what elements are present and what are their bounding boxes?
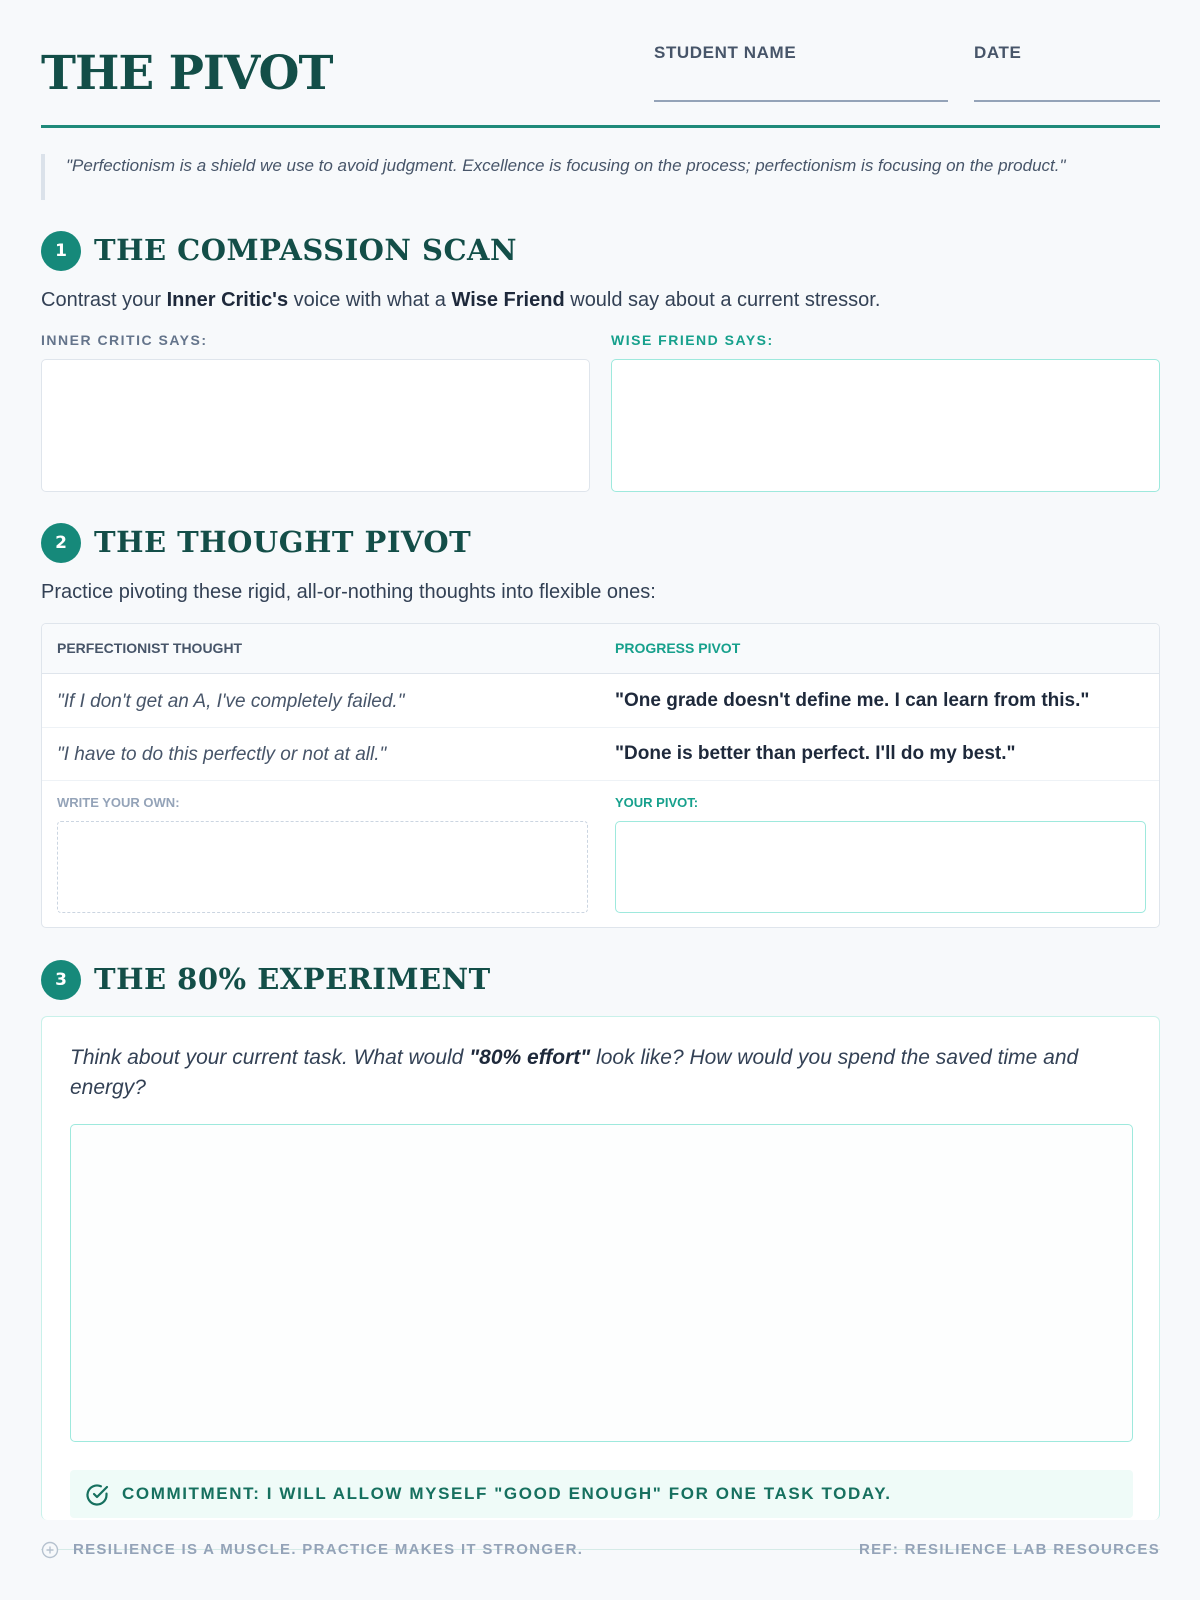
experiment-prompt: Think about your current task. What would "80% effort" look like? How would you spend the saved time and energy? xyxy=(70,1046,1079,1099)
inner-critic-label: INNER CRITIC SAYS: xyxy=(41,332,208,348)
table-row xyxy=(42,675,1159,728)
check-circle-icon xyxy=(84,1482,110,1508)
footer-reference: REF: RESILIENCE LAB RESOURCES xyxy=(858,1541,1160,1558)
worksheet-page xyxy=(41,0,1160,1600)
commitment-banner xyxy=(70,1470,1133,1518)
your-pivot-label: YOUR PIVOT: xyxy=(615,795,699,810)
table-row xyxy=(42,728,1159,781)
plus-circle-icon xyxy=(41,1541,59,1559)
thought-pivot-table xyxy=(41,623,1160,928)
student-name-field[interactable] xyxy=(654,100,948,102)
your-pivot-input[interactable] xyxy=(615,821,1146,913)
section-2-description: Practice pivoting these rigid, all-or-nothing thoughts into flexible ones: xyxy=(41,581,656,603)
date-label: DATE xyxy=(974,43,1022,62)
section-2-number: 2 xyxy=(41,523,81,563)
column-header-perfectionist: PERFECTIONIST THOUGHT xyxy=(57,640,243,656)
section-1-number: 1 xyxy=(41,231,81,271)
wise-friend-input[interactable] xyxy=(611,359,1160,492)
perfectionist-thought: "I have to do this perfectly or not at all." xyxy=(57,744,387,765)
page-title: THE PIVOT xyxy=(41,46,333,101)
commitment-text: COMMITMENT: I WILL ALLOW MYSELF "GOOD ENOUGH" FOR ONE TASK TODAY. xyxy=(122,1484,892,1503)
section-1-description: Contrast your Inner Critic's voice with what a Wise Friend would say about a current stressor. xyxy=(41,289,881,311)
wise-friend-label: WISE FRIEND SAYS: xyxy=(611,332,774,348)
section-3-number: 3 xyxy=(41,960,81,1000)
section-1-title: THE COMPASSION SCAN xyxy=(94,233,518,267)
intro-quote: "Perfectionism is a shield we use to avoid judgment. Excellence is focusing on the process; perfectionism is focusing on the product." xyxy=(41,154,1160,200)
write-your-own-label: WRITE YOUR OWN: xyxy=(57,795,180,810)
student-name-label: STUDENT NAME xyxy=(654,43,797,62)
footer-motto: RESILIENCE IS A MUSCLE. PRACTICE MAKES IT STRONGER. xyxy=(73,1541,584,1558)
date-field[interactable] xyxy=(974,100,1160,102)
progress-pivot: "One grade doesn't define me. I can learn from this." xyxy=(615,690,1090,711)
inner-critic-input[interactable] xyxy=(41,359,590,492)
table-header xyxy=(42,624,1159,674)
progress-pivot: "Done is better than perfect. I'll do my best." xyxy=(615,743,1016,764)
section-3-title: THE 80% EXPERIMENT xyxy=(94,962,491,996)
perfectionist-thought: "If I don't get an A, I've completely failed." xyxy=(57,691,405,712)
experiment-card xyxy=(41,1016,1160,1520)
section-2-title: THE THOUGHT PIVOT xyxy=(94,525,472,559)
experiment-response-input[interactable] xyxy=(70,1124,1133,1442)
column-header-progress: PROGRESS PIVOT xyxy=(615,640,741,656)
write-your-own-input[interactable] xyxy=(57,821,588,913)
worksheet-header xyxy=(41,0,1160,128)
